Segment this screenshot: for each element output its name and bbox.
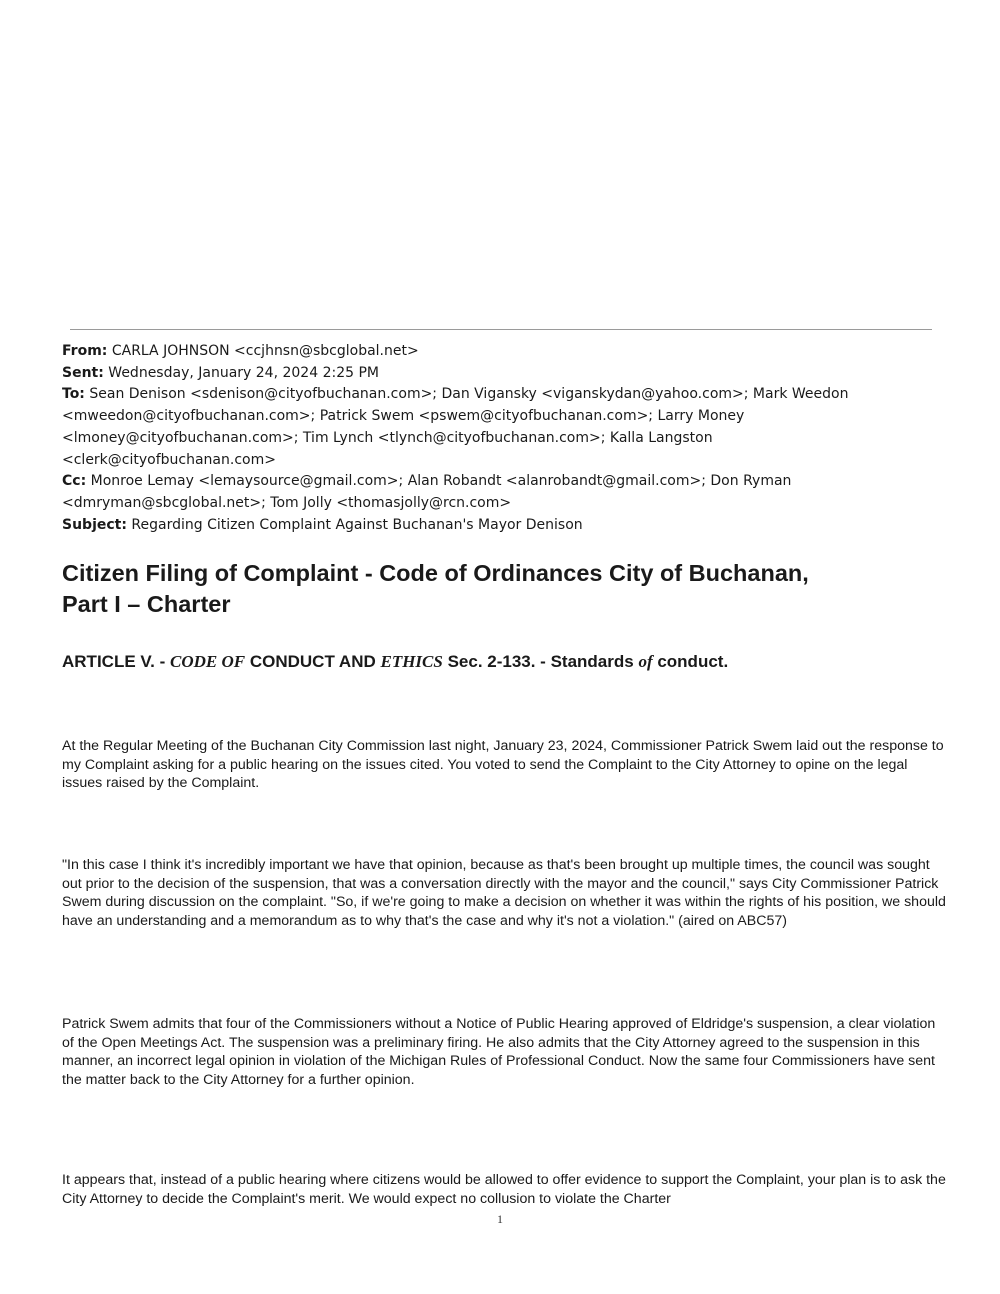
subject-value: Regarding Citizen Complaint Against Buchanan's Mayor Denison <box>131 516 583 533</box>
from-label: From: <box>62 343 108 359</box>
paragraph-2: "In this case I think it's incredibly important we have that opinion, because as that's been brought up multiple times, the council was sought out prior to the decision of the suspension, that was a conversation directly with the mayor and the council," says City Commissioner Patrick Swem during discussion on the complaint. "So, if we're going to make a decision on whether it was within the rights of his position, we should have an understanding and a memorandum as to why that's the case and why it's not a violation." (aired on ABC57) <box>62 857 946 929</box>
to-recipients-4: <clerk@cityofbuchanan.com> <box>62 451 276 468</box>
to-line <box>62 384 942 406</box>
article-code-of: CODE OF <box>170 652 246 671</box>
document-title <box>62 558 962 620</box>
sent-line <box>62 363 942 385</box>
article-conduct: conduct. <box>652 652 729 671</box>
to-recipients-1: Sean Denison <sdenison@cityofbuchanan.com>; Dan Vigansky <viganskydan@yahoo.com>; Mark Weedon <box>89 386 849 403</box>
article-section: Sec. 2-133. - Standards <box>442 652 639 671</box>
cc-recipients-1: Monroe Lemay <lemaysource@gmail.com>; Alan Robandt <alanrobandt@gmail.com>; Don Ryman <box>90 473 792 490</box>
cc-line <box>62 471 942 493</box>
page-number: 1 <box>497 1212 503 1226</box>
article-conduct-and: CONDUCT AND <box>245 652 381 671</box>
title-line-1: Citizen Filing of Complaint - Code of Ordinances City of Buchanan, <box>62 560 809 586</box>
paragraph-4: It appears that, instead of a public hearing where citizens would be allowed to offer evidence to support the Complaint, your plan is to ask the City Attorney to decide the Complaint's merit. We would expect no collusion to violate the Charter <box>62 1172 946 1207</box>
article-part: ARTICLE V. - <box>62 652 170 671</box>
title-line-2: Part I – Charter <box>62 591 231 617</box>
from-value: CARLA JOHNSON <ccjhnsn@sbcglobal.net> <box>111 343 419 359</box>
paragraph-1: At the Regular Meeting of the Buchanan City Commission last night, January 23, 2024, Commissioner Patrick Swem laid out the response to my Complaint asking for a public hearing on the issues cited. You voted to send the Complaint to the City Attorney to opine on the legal issues raised by the Complaint. <box>62 738 944 791</box>
from-line <box>62 341 942 363</box>
header-divider <box>70 329 932 330</box>
email-header <box>62 341 942 536</box>
article-of: of <box>638 652 653 671</box>
cc-label: Cc: <box>62 473 87 490</box>
sent-value: Wednesday, January 24, 2024 2:25 PM <box>108 364 379 381</box>
to-recipients-2: <mweedon@cityofbuchanan.com>; Patrick Swem <pswem@cityofbuchanan.com>; Larry Money <box>62 408 745 425</box>
cc-recipients-2: <dmryman@sbcglobal.net>; Tom Jolly <thomasjolly@rcn.com> <box>62 494 512 511</box>
subject-label: Subject: <box>62 516 127 533</box>
sent-label: Sent: <box>62 364 104 381</box>
subject-line <box>62 515 942 537</box>
article-ethics: ETHICS <box>380 652 443 671</box>
paragraph-3: Patrick Swem admits that four of the Commissioners without a Notice of Public Hearing approved of Eldridge's suspension, a clear violation of the Open Meetings Act. The suspension was a preliminary firing. He also admits that the City Attorney agreed to the suspension in this manner, an incorrect legal opinion in violation of the Michigan Rules of Professional Conduct. Now the same four Commissioners have sent the matter back to the City Attorney for a further opinion. <box>62 1016 936 1088</box>
to-recipients-3: <lmoney@cityofbuchanan.com>; Tim Lynch <tlynch@cityofbuchanan.com>; Kalla Langston <box>62 429 713 446</box>
article-heading <box>62 650 962 674</box>
to-label: To: <box>62 386 85 403</box>
